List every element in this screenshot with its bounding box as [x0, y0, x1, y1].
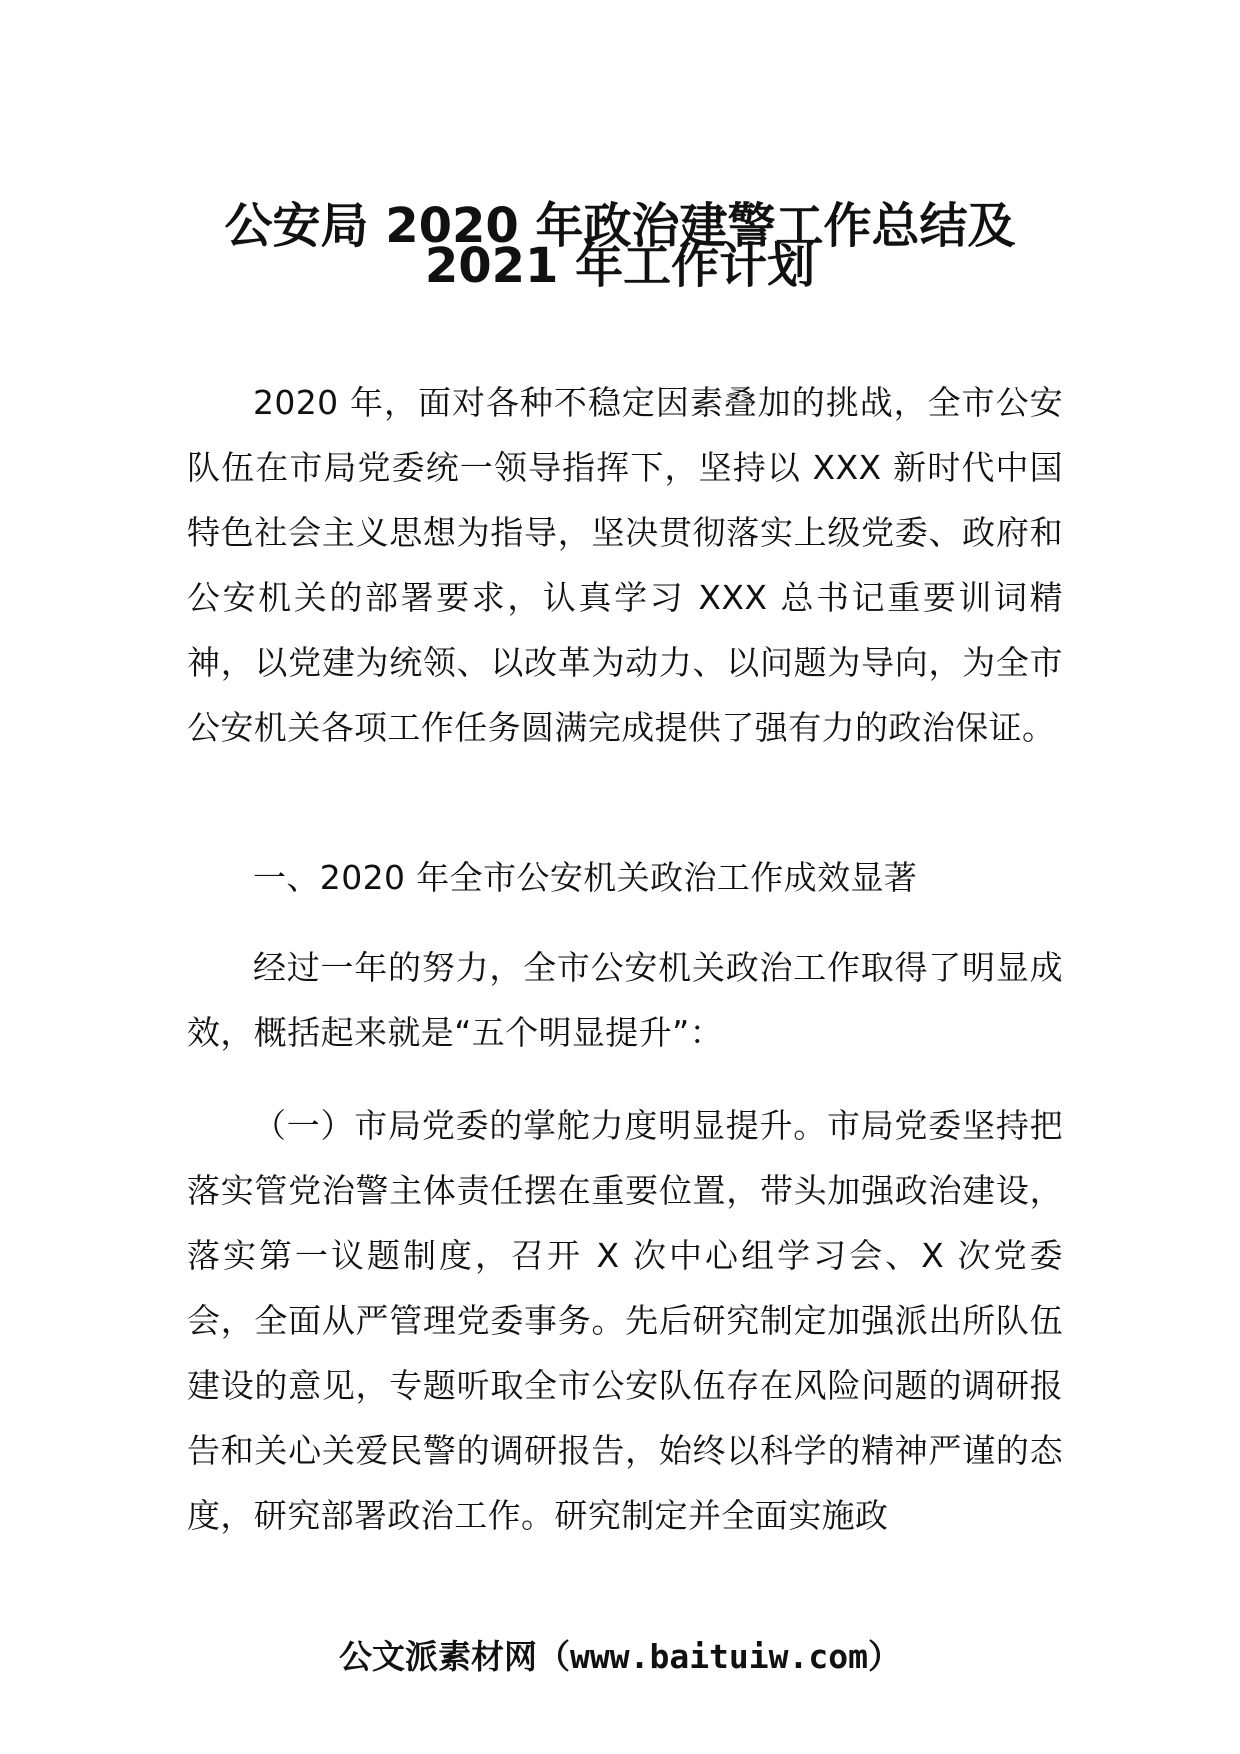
footer-url: （www.baituiw.com） — [536, 1637, 901, 1676]
section-heading-1 — [187, 845, 1063, 910]
page-footer — [0, 1634, 1240, 1680]
body-paragraph-3 — [187, 1093, 1063, 1548]
paragraph-text: 2020 年，面对各种不稳定因素叠加的挑战，全市公安队伍在市局党委统一领导指挥下，坚持以 XXX 新时代中国特色社会主义思想为指导，坚决贯彻落实上级党委、政府和公安机关的部署要求，认真学习 XXX 总书记重要训词精神，以党建为统领、以改革为动力、以问题为导向，为全市公安机关各项工作任务圆满完成提供了强有力的政治保证。 — [187, 383, 1063, 747]
footer-site-name: 公文派素材网 — [338, 1637, 537, 1676]
section-heading-text: 一、2020 年全市公安机关政治工作成效显著 — [253, 858, 918, 897]
body-paragraph-1 — [187, 370, 1063, 760]
document-title-line-1: 公安局 2020 年政治建警工作总结及 — [224, 198, 1016, 254]
paragraph-text: 经过一年的努力，全市公安机关政治工作取得了明显成效，概括起来就是“五个明显提升”： — [187, 948, 1063, 1052]
paragraph-text: （一）市局党委的掌舵力度明显提升。市局党委坚持把落实管党治警主体责任摆在重要位置，带头加强政治建设，落实第一议题制度，召开 X 次中心组学习会、X 次党委会，全面从严管理党委事务。先后研究制定加强派出所队伍建设的意见，专题听取全市公安队伍存在风险问题的调研报告和关心关爱民警的调研报告，始终以科学的精神严谨的态度，研究部署政治工作。研究制定并全面实施政 — [187, 1106, 1063, 1535]
body-paragraph-2 — [187, 935, 1063, 1065]
document-title-line-2: 2021 年工作计划 — [424, 238, 816, 294]
